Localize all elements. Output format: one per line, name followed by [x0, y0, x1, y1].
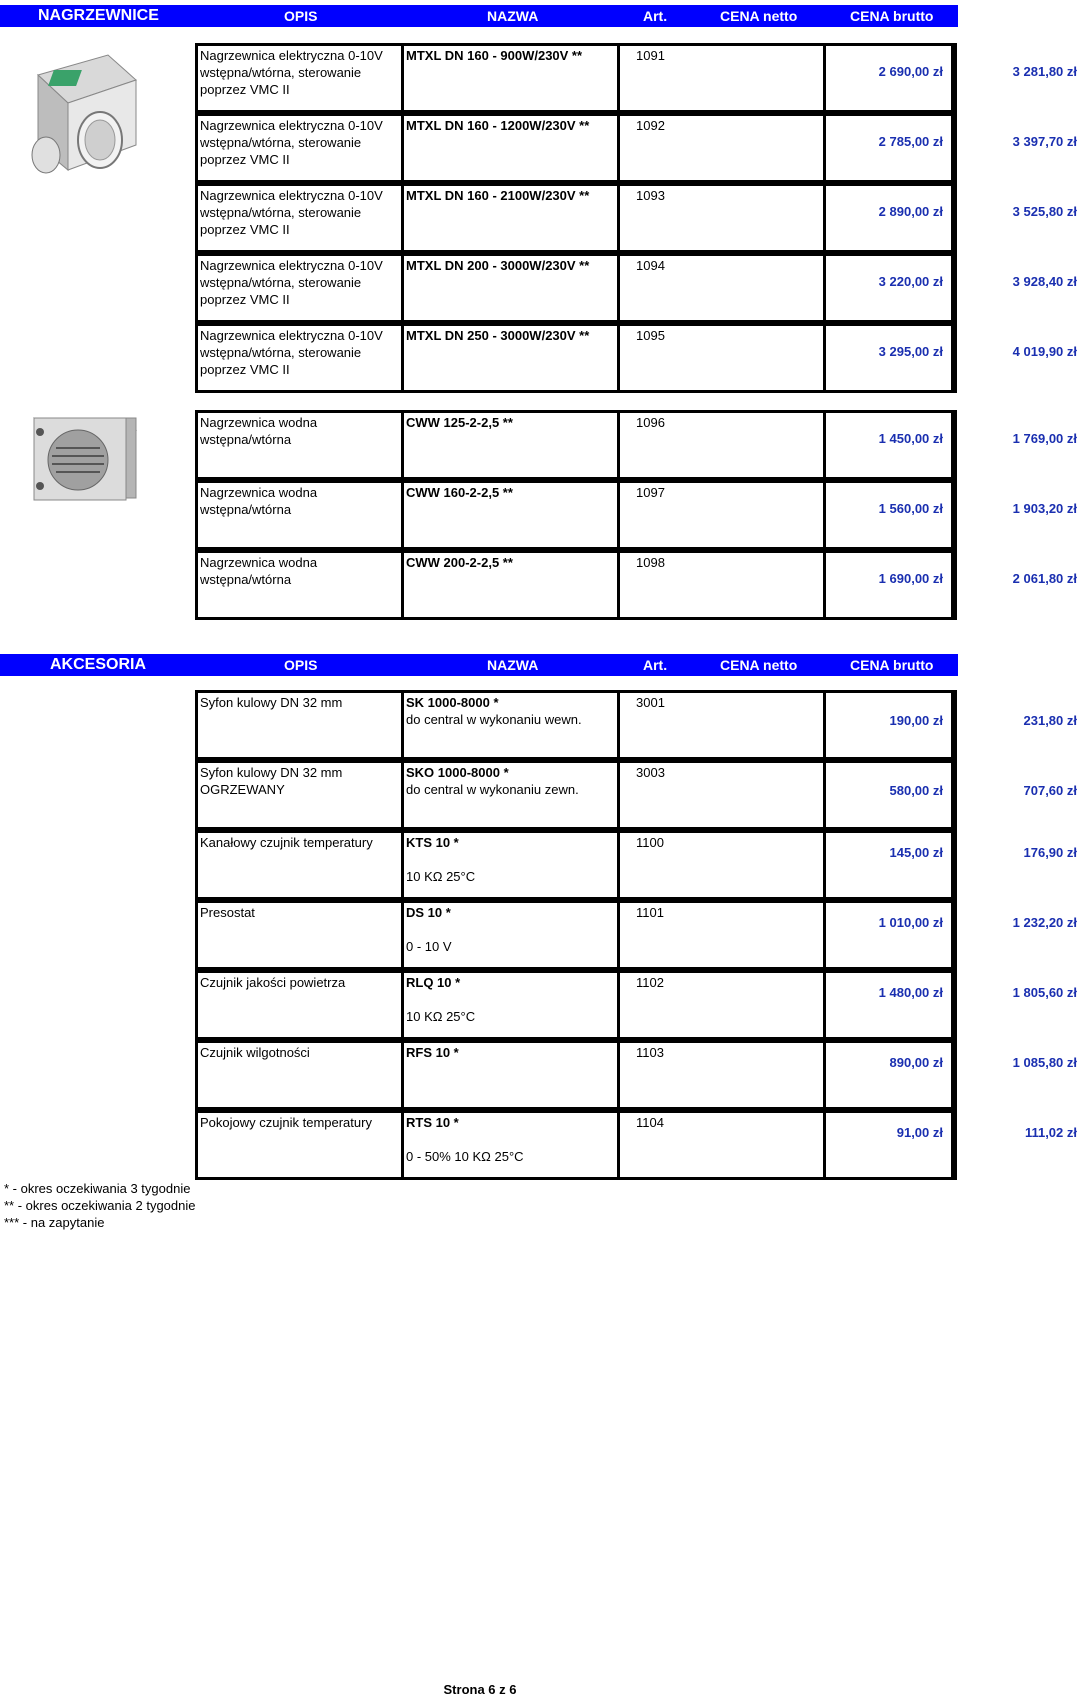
- net-cell: [826, 256, 1077, 320]
- art-cell: [620, 973, 943, 1037]
- name-cell: [404, 553, 620, 617]
- art-cell: [620, 483, 943, 547]
- name-cell: [404, 1113, 620, 1177]
- desc-line-1: Nagrzewnica elektryczna 0-10V: [200, 188, 383, 203]
- desc-cell: [198, 973, 404, 1037]
- desc-cell: [198, 553, 404, 617]
- col-art: Art.: [643, 657, 668, 673]
- col-gross: CENA brutto: [850, 8, 934, 24]
- desc-cell: [198, 1113, 404, 1177]
- desc-line-2: wstępna/wtórna, sterowanie: [200, 65, 362, 80]
- desc-cell: [198, 186, 404, 250]
- article-number: 1102: [636, 975, 664, 990]
- desc-line-2: wstępna/wtórna: [200, 502, 292, 517]
- product-name: RFS 10 *: [406, 1045, 459, 1060]
- product-name: MTXL DN 160 - 2100W/230V **: [406, 188, 590, 203]
- net-price: 2 785,00 zł: [878, 134, 943, 149]
- net-price: 145,00 zł: [889, 845, 943, 860]
- net-cell: [826, 693, 1077, 757]
- footnote: ** - okres oczekiwania 2 tygodnie: [4, 1198, 196, 1213]
- net-price: 1 690,00 zł: [878, 571, 943, 586]
- footnotes: [4, 1180, 196, 1231]
- product-spec: 10 KΩ 25°C: [406, 1009, 476, 1024]
- desc-line-2: wstępna/wtórna: [200, 432, 292, 447]
- desc-line-1: Nagrzewnica wodna: [200, 485, 318, 500]
- net-cell: [826, 46, 1077, 110]
- gross-price: 1 085,80 zł: [1012, 1055, 1077, 1070]
- gross-price: 111,02 zł: [1024, 1125, 1077, 1140]
- gross-price: 1 232,20 zł: [1012, 915, 1077, 930]
- net-price: 580,00 zł: [889, 783, 943, 798]
- gross-price: 1 805,60 zł: [1012, 985, 1077, 1000]
- col-net: CENA netto: [720, 657, 798, 673]
- article-number: 1103: [636, 1045, 664, 1060]
- net-price: 2 690,00 zł: [878, 64, 943, 79]
- art-cell: [620, 553, 943, 617]
- net-cell: [826, 763, 1077, 827]
- net-price: 1 560,00 zł: [878, 501, 943, 516]
- name-cell: [404, 326, 620, 390]
- net-cell: [826, 1043, 1077, 1107]
- net-price: 3 220,00 zł: [878, 274, 943, 289]
- footnote: * - okres oczekiwania 3 tygodnie: [4, 1181, 191, 1196]
- gross-price: 707,60 zł: [1023, 783, 1077, 798]
- name-cell: [404, 763, 620, 827]
- desc-line-1: Nagrzewnica wodna: [200, 555, 318, 570]
- desc-line-3: poprzez VMC II: [200, 82, 290, 97]
- net-cell: [826, 483, 1077, 547]
- product-name: SK 1000-8000 *: [406, 695, 499, 710]
- product-name: MTXL DN 200 - 3000W/230V **: [406, 258, 590, 273]
- desc-line-2: wstępna/wtórna, sterowanie: [200, 135, 362, 150]
- net-price: 2 890,00 zł: [878, 204, 943, 219]
- desc-line-2: OGRZEWANY: [200, 782, 285, 797]
- net-price: 1 480,00 zł: [878, 985, 943, 1000]
- desc-line-1: Nagrzewnica elektryczna 0-10V: [200, 48, 383, 63]
- desc-cell: [198, 326, 404, 390]
- net-cell: [826, 1113, 1077, 1177]
- col-name: NAZWA: [487, 657, 539, 673]
- table-row: [195, 1040, 1077, 1110]
- name-cell: [404, 413, 620, 477]
- desc-line-1: Nagrzewnica wodna: [200, 415, 318, 430]
- net-cell: [826, 903, 1077, 967]
- name-cell: [404, 1043, 620, 1107]
- product-name: MTXL DN 160 - 1200W/230V **: [406, 118, 590, 133]
- desc-line-1: Czujnik jakości powietrza: [200, 975, 346, 990]
- name-cell: [404, 46, 620, 110]
- product-name: DS 10 *: [406, 905, 451, 920]
- col-desc: OPIS: [284, 657, 318, 673]
- table-row: [195, 43, 1077, 113]
- article-number: 1091: [636, 48, 665, 63]
- net-price: 1 010,00 zł: [878, 915, 943, 930]
- desc-line-1: Syfon kulowy DN 32 mm: [200, 695, 343, 710]
- accessories-title: AKCESORIA: [50, 656, 147, 673]
- table-row: [195, 970, 1077, 1040]
- table-row: [195, 323, 1077, 393]
- desc-line-1: Pokojowy czujnik temperatury: [200, 1115, 372, 1130]
- article-number: 3003: [636, 765, 665, 780]
- desc-line-3: poprzez VMC II: [200, 292, 290, 307]
- table-row: [195, 480, 1077, 550]
- art-cell: [620, 1043, 943, 1107]
- desc-line-2: wstępna/wtórna, sterowanie: [200, 275, 362, 290]
- net-price: 1 450,00 zł: [878, 431, 943, 446]
- art-cell: [620, 763, 943, 827]
- desc-cell: [198, 413, 404, 477]
- product-spec: 0 - 50% 10 KΩ 25°C: [406, 1149, 524, 1164]
- table-row: [195, 550, 1077, 620]
- art-cell: [620, 833, 943, 897]
- art-cell: [620, 186, 943, 250]
- article-number: 1100: [636, 835, 664, 850]
- art-cell: [620, 413, 943, 477]
- art-cell: [620, 326, 943, 390]
- net-cell: [826, 553, 1077, 617]
- desc-line-1: Nagrzewnica elektryczna 0-10V: [200, 328, 383, 343]
- name-cell: [404, 903, 620, 967]
- article-number: 1095: [636, 328, 665, 343]
- heaters-title: NAGRZEWNICE: [38, 7, 159, 24]
- net-cell: [826, 116, 1077, 180]
- desc-line-1: Presostat: [200, 905, 255, 920]
- col-gross: CENA brutto: [850, 657, 934, 673]
- gross-price: 2 061,80 zł: [1012, 571, 1077, 586]
- desc-line-1: Nagrzewnica elektryczna 0-10V: [200, 118, 383, 133]
- table-row: [195, 253, 1077, 323]
- net-cell: [826, 326, 1077, 390]
- col-desc: OPIS: [284, 8, 318, 24]
- name-cell: [404, 483, 620, 547]
- net-price: 890,00 zł: [889, 1055, 943, 1070]
- net-price: 190,00 zł: [889, 713, 943, 728]
- art-cell: [620, 256, 943, 320]
- desc-cell: [198, 903, 404, 967]
- page-number: Strona 6 z 6: [443, 1682, 517, 1697]
- gross-price: 1 903,20 zł: [1012, 501, 1077, 516]
- gross-price: 3 397,70 zł: [1012, 134, 1077, 149]
- gross-price: 1 769,00 zł: [1012, 431, 1077, 446]
- article-number: 1104: [636, 1115, 664, 1130]
- name-cell: [404, 256, 620, 320]
- heaters-header: [0, 5, 958, 27]
- name-cell: [404, 973, 620, 1037]
- gross-price: 176,90 zł: [1023, 845, 1077, 860]
- gross-price: 4 019,90 zł: [1012, 344, 1077, 359]
- water-heater-image: [26, 410, 138, 505]
- table-row: [195, 183, 1077, 253]
- name-cell: [404, 693, 620, 757]
- table-row: [195, 113, 1077, 183]
- desc-cell: [198, 483, 404, 547]
- desc-cell: [198, 693, 404, 757]
- table-row: [195, 410, 1077, 480]
- product-name: SKO 1000-8000 *: [406, 765, 509, 780]
- product-spec: do central w wykonaniu wewn.: [406, 712, 582, 727]
- electric-heater-image: [28, 45, 140, 180]
- gross-price: 3 281,80 zł: [1012, 64, 1077, 79]
- desc-cell: [198, 833, 404, 897]
- product-spec: do central w wykonaniu zewn.: [406, 782, 579, 797]
- gross-price: 3 525,80 zł: [1012, 204, 1077, 219]
- desc-cell: [198, 1043, 404, 1107]
- product-name: RLQ 10 *: [406, 975, 461, 990]
- article-number: 1092: [636, 118, 665, 133]
- product-spec: 10 KΩ 25°C: [406, 869, 476, 884]
- desc-line-3: poprzez VMC II: [200, 152, 290, 167]
- name-cell: [404, 116, 620, 180]
- table-row: [195, 830, 1077, 900]
- table-row: [195, 760, 1077, 830]
- accessories-header: [0, 654, 958, 676]
- table-row: [195, 1110, 1077, 1180]
- art-cell: [620, 1113, 943, 1177]
- art-cell: [620, 46, 943, 110]
- article-number: 1097: [636, 485, 665, 500]
- net-price: 3 295,00 zł: [878, 344, 943, 359]
- desc-line-1: Kanałowy czujnik temperatury: [200, 835, 373, 850]
- article-number: 1094: [636, 258, 665, 273]
- article-number: 1096: [636, 415, 665, 430]
- gross-price: 231,80 zł: [1023, 713, 1077, 728]
- desc-cell: [198, 763, 404, 827]
- table-row: [195, 900, 1077, 970]
- product-name: RTS 10 *: [406, 1115, 459, 1130]
- desc-line-3: poprzez VMC II: [200, 362, 290, 377]
- net-cell: [826, 186, 1077, 250]
- gross-price: 3 928,40 zł: [1012, 274, 1077, 289]
- col-net: CENA netto: [720, 8, 798, 24]
- desc-line-2: wstępna/wtórna: [200, 572, 292, 587]
- desc-line-2: wstępna/wtórna, sterowanie: [200, 205, 362, 220]
- name-cell: [404, 186, 620, 250]
- product-name: CWW 160-2-2,5 **: [406, 485, 513, 500]
- product-spec: 0 - 10 V: [406, 939, 452, 954]
- product-name: CWW 200-2-2,5 **: [406, 555, 513, 570]
- desc-line-1: Syfon kulowy DN 32 mm: [200, 765, 343, 780]
- name-cell: [404, 833, 620, 897]
- product-name: CWW 125-2-2,5 **: [406, 415, 513, 430]
- table-row: [195, 690, 1077, 760]
- net-cell: [826, 973, 1077, 1037]
- article-number: 1101: [636, 905, 664, 920]
- col-name: NAZWA: [487, 8, 539, 24]
- desc-line-2: wstępna/wtórna, sterowanie: [200, 345, 362, 360]
- article-number: 1093: [636, 188, 665, 203]
- net-cell: [826, 413, 1077, 477]
- art-cell: [620, 693, 943, 757]
- desc-line-1: Czujnik wilgotności: [200, 1045, 310, 1060]
- desc-cell: [198, 46, 404, 110]
- desc-line-3: poprzez VMC II: [200, 222, 290, 237]
- product-name: MTXL DN 160 - 900W/230V **: [406, 48, 583, 63]
- net-price: 91,00 zł: [896, 1125, 943, 1140]
- footnote: *** - na zapytanie: [4, 1215, 105, 1230]
- net-cell: [826, 833, 1077, 897]
- desc-cell: [198, 256, 404, 320]
- desc-cell: [198, 116, 404, 180]
- art-cell: [620, 116, 943, 180]
- article-number: 1098: [636, 555, 665, 570]
- art-cell: [620, 903, 943, 967]
- desc-line-1: Nagrzewnica elektryczna 0-10V: [200, 258, 383, 273]
- product-name: MTXL DN 250 - 3000W/230V **: [406, 328, 590, 343]
- col-art: Art.: [643, 8, 668, 24]
- article-number: 3001: [636, 695, 665, 710]
- product-name: KTS 10 *: [406, 835, 459, 850]
